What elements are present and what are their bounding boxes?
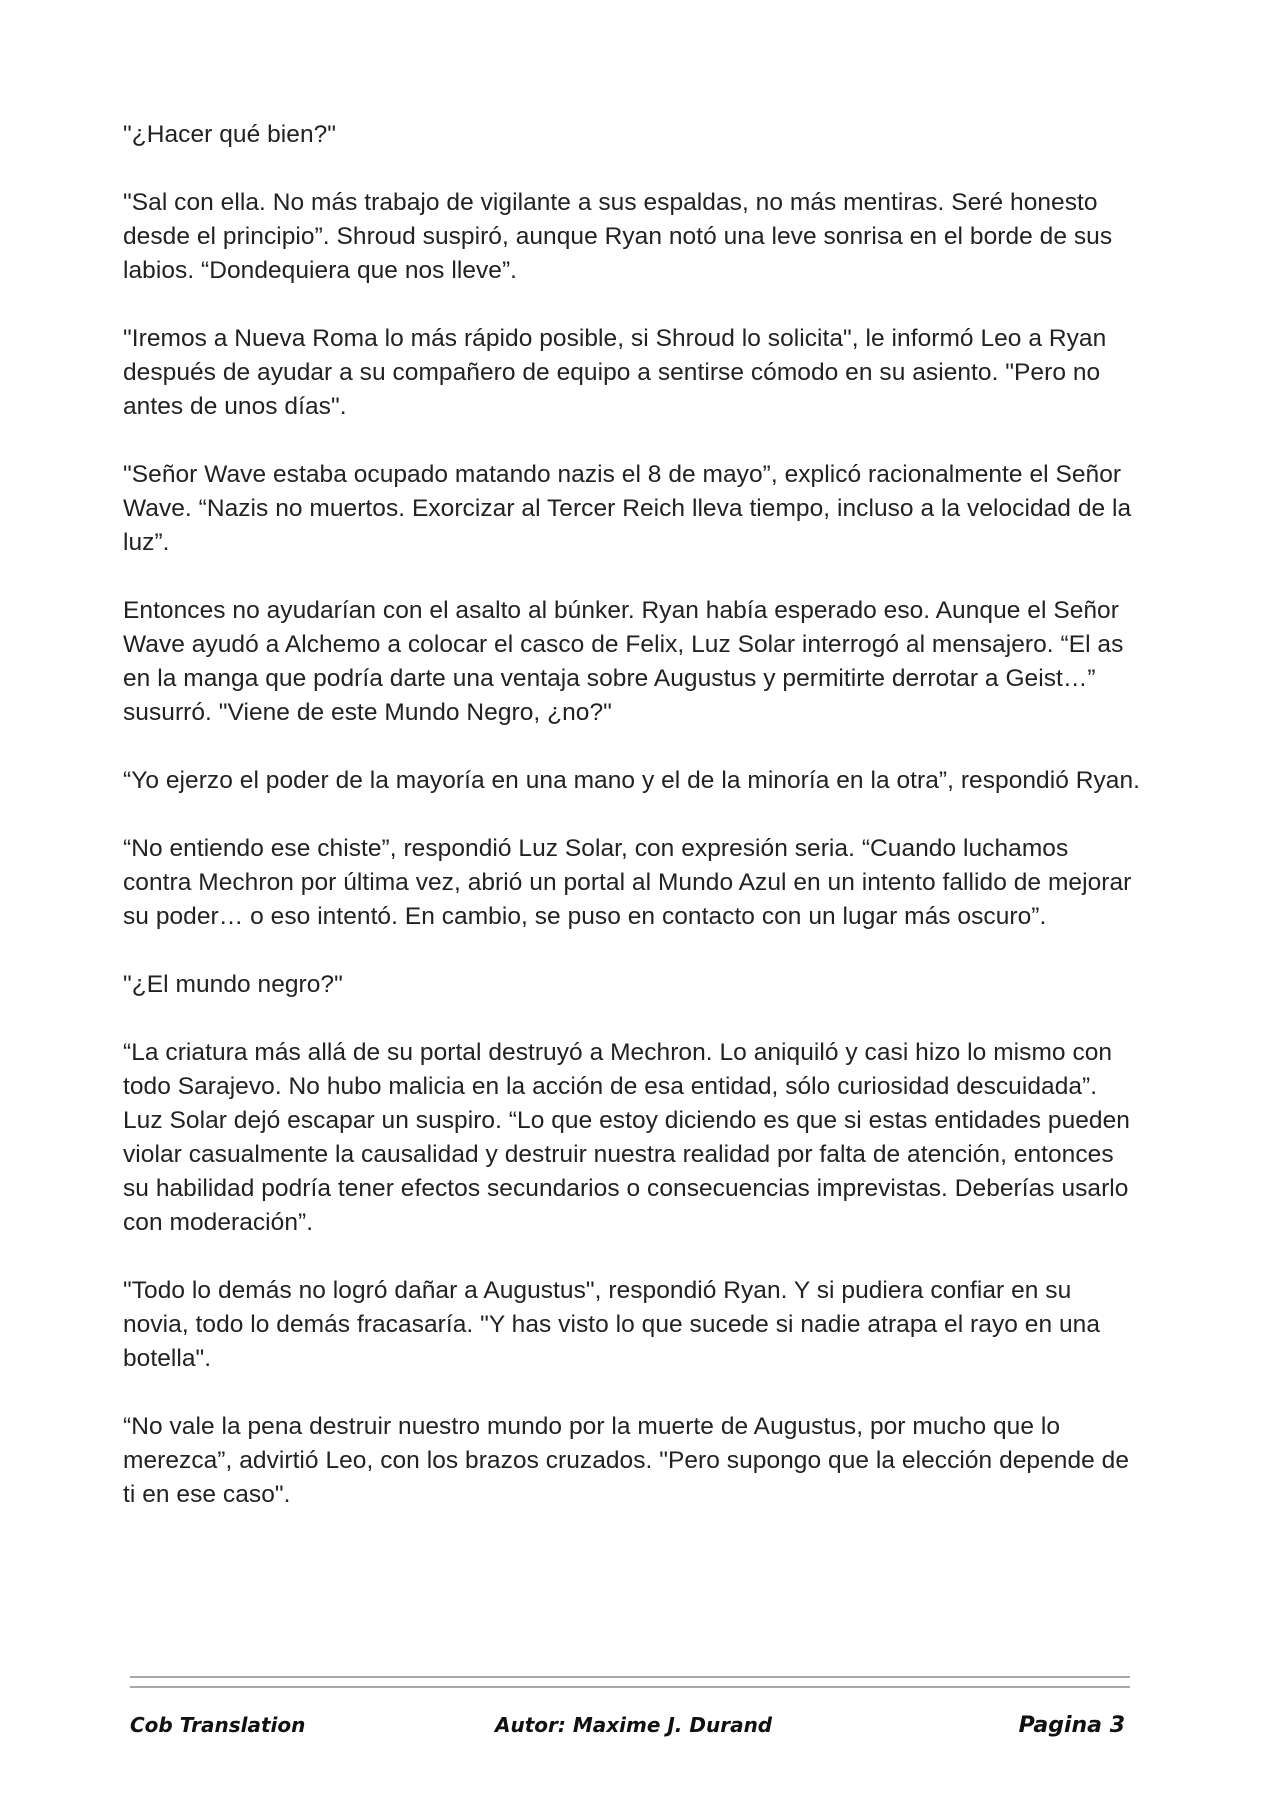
paragraph: "¿El mundo negro?" (123, 971, 343, 998)
footer-divider (130, 1686, 1130, 1688)
paragraph: “Yo ejerzo el poder de la mayoría en una mano y el de la minoría en la otra”, respondió Ryan. (123, 767, 1140, 794)
paragraph: "Señor Wave estaba ocupado matando nazis el 8 de mayo”, explicó racionalmente el Señor Wave. “Nazis no muertos. Exorcizar al Tercer Reich lleva tiempo, incluso a la velocidad de la luz”. (123, 461, 1132, 556)
paragraph: Entonces no ayudarían con el asalto al búnker. Ryan había esperado eso. Aunque el Señor Wave ayudó a Alchemo a colocar el casco de Felix, Luz Solar interrogó al mensajero. “El as en la manga que podría darte una ventaja sobre Augustus y permitirte derrotar a Geist…” susurró. "Viene de este Mundo Negro, ¿no?" (123, 597, 1124, 726)
paragraph: “No vale la pena destruir nuestro mundo por la muerte de Augustus, por mucho que lo merezca”, advirtió Leo, con los brazos cruzados. "Pero supongo que la elección depende de ti en ese caso". (123, 1413, 1130, 1508)
paragraph: “No entiendo ese chiste”, respondió Luz Solar, con expresión seria. “Cuando luchamos contra Mechron por última vez, abrió un portal al Mundo Azul en un intento fallido de mejorar su poder… o eso intentó. En cambio, se puso en contacto con un lugar más oscuro”. (123, 835, 1132, 930)
paragraph: “La criatura más allá de su portal destruyó a Mechron. Lo aniquiló y casi hizo lo mismo con todo Sarajevo. No hubo malicia en la acción de esa entidad, sólo curiosidad descuidada”. Luz Solar dejó escapar un suspiro. “Lo que estoy diciendo es que si estas entidades pueden violar casualmente la causalidad y destruir nuestra realidad por falta de atención, entonces su habilidad podría tener efectos secundarios o consecuencias imprevistas. Deberías usarlo con moderación”. (123, 1039, 1130, 1236)
page-body (123, 118, 1143, 1546)
footer-publisher: Cob Translation (130, 1713, 306, 1737)
footer-divider (130, 1676, 1130, 1678)
paragraph: "Sal con ella. No más trabajo de vigilante a sus espaldas, no más mentiras. Seré honesto desde el principio”. Shroud suspiró, aunque Ryan notó una leve sonrisa en el borde de sus labios. “Dondequiera que nos lleve”. (123, 189, 1113, 284)
paragraph: "¿Hacer qué bien?" (123, 121, 337, 148)
paragraph: "Todo lo demás no logró dañar a Augustus", respondió Ryan. Y si pudiera confiar en su novia, todo lo demás fracasaría. "Y has visto lo que sucede si nadie atrapa el rayo en una botella". (123, 1277, 1101, 1372)
footer-author: Autor: Maxime J. Durand (495, 1713, 773, 1737)
paragraph: "Iremos a Nueva Roma lo más rápido posible, si Shroud lo solicita", le informó Leo a Ryan después de ayudar a su compañero de equipo a sentirse cómodo en su asiento. "Pero no antes de unos días". (123, 325, 1107, 420)
footer-page-number: Pagina 3 (1018, 1713, 1125, 1738)
page-footer (130, 1713, 1125, 1747)
